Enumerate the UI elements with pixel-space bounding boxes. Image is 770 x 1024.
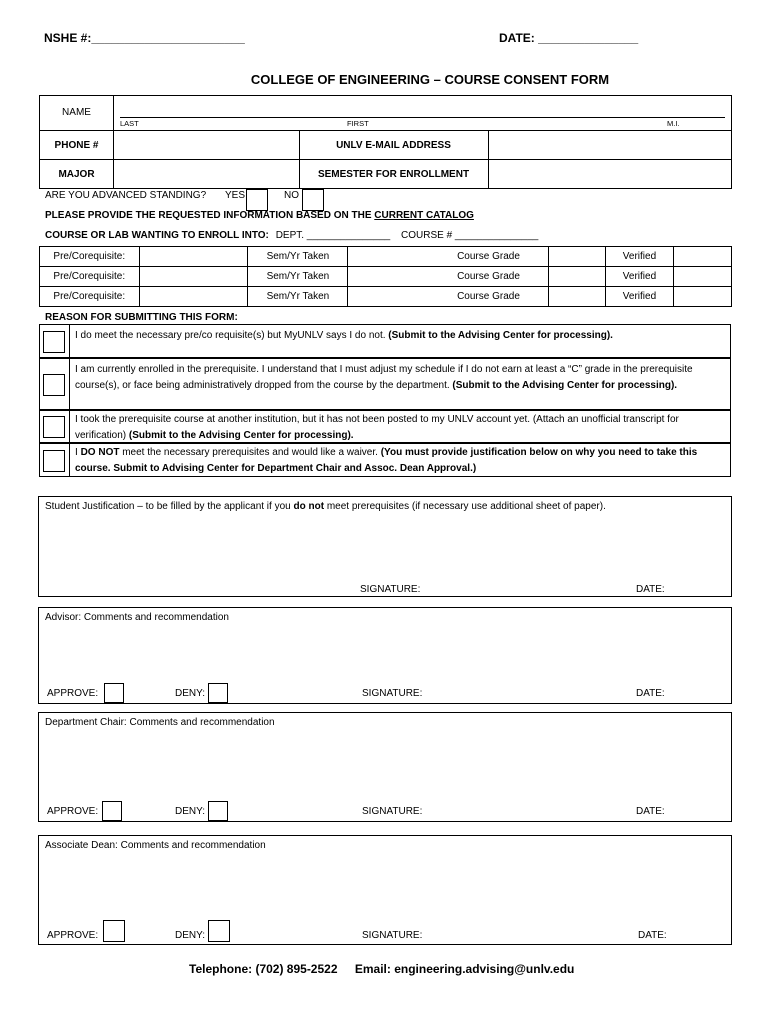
footer-email: Email: engineering.advising@unlv.edu bbox=[354, 962, 575, 976]
yes-checkbox[interactable] bbox=[246, 189, 268, 211]
reason-title: REASON FOR SUBMITTING THIS FORM: bbox=[45, 312, 238, 323]
no-label: NO bbox=[284, 190, 299, 201]
reason-2-checkbox[interactable] bbox=[43, 374, 65, 396]
advisor-date-label: DATE: bbox=[636, 688, 665, 699]
first-label: FIRST bbox=[347, 119, 369, 128]
dean-deny-checkbox[interactable] bbox=[208, 920, 230, 942]
footer bbox=[189, 962, 574, 976]
major-input[interactable] bbox=[114, 160, 299, 189]
email-input[interactable] bbox=[489, 131, 731, 159]
prereq-row bbox=[40, 287, 732, 307]
course-line-label: COURSE OR LAB WANTING TO ENROLL INTO: bbox=[45, 230, 269, 241]
advisor-deny-label: DENY: bbox=[175, 688, 206, 699]
name-input-line[interactable] bbox=[120, 117, 725, 118]
dean-deny-label: DENY: bbox=[175, 930, 206, 941]
verified-input[interactable] bbox=[674, 267, 732, 287]
chair-deny-label: DENY: bbox=[175, 806, 206, 817]
dean-box[interactable] bbox=[38, 835, 732, 945]
sem-yr-label: Sem/Yr Taken bbox=[248, 287, 348, 307]
reason-row-3 bbox=[39, 410, 731, 443]
footer-telephone: Telephone: (702) 895-2522 bbox=[189, 962, 338, 976]
email-label: UNLV E-MAIL ADDRESS bbox=[336, 140, 451, 151]
course-grade-label: Course Grade bbox=[457, 251, 520, 262]
sem-yr-label: Sem/Yr Taken bbox=[248, 267, 348, 287]
chair-deny-checkbox[interactable] bbox=[208, 801, 228, 821]
prereq-input[interactable] bbox=[139, 247, 248, 267]
prereq-label: Pre/Corequisite: bbox=[40, 287, 140, 307]
advisor-heading: Advisor: Comments and recommendation bbox=[45, 612, 229, 623]
phone-input[interactable] bbox=[114, 131, 299, 159]
prereq-input[interactable] bbox=[139, 267, 248, 287]
chair-heading: Department Chair: Comments and recommendation bbox=[45, 717, 275, 728]
sem-yr-input[interactable] bbox=[348, 247, 549, 267]
prereq-row bbox=[40, 267, 732, 287]
verified-label: Verified bbox=[605, 267, 674, 287]
justification-date-label: DATE: bbox=[636, 584, 665, 595]
verified-label: Verified bbox=[605, 287, 674, 307]
major-label: MAJOR bbox=[58, 169, 95, 180]
sem-yr-input[interactable] bbox=[348, 267, 549, 287]
catalog-instruction bbox=[45, 210, 474, 221]
chair-approve-label: APPROVE: bbox=[47, 806, 99, 817]
reason-1-text: I do meet the necessary pre/co requisite(s) but MyUNLV says I do not. (Submit to the Advising Center for processing). bbox=[75, 330, 613, 341]
chair-signature-label: SIGNATURE: bbox=[362, 806, 423, 817]
advisor-approve-checkbox[interactable] bbox=[104, 683, 124, 703]
last-label: LAST bbox=[120, 119, 139, 128]
reason-row-4 bbox=[39, 443, 731, 477]
advisor-signature-label: SIGNATURE: bbox=[362, 688, 423, 699]
course-number-field[interactable]: COURSE # _______________ bbox=[401, 230, 539, 241]
sem-yr-input[interactable] bbox=[348, 287, 549, 307]
sem-yr-label: Sem/Yr Taken bbox=[248, 247, 348, 267]
catalog-instruction-text: PLEASE PROVIDE THE REQUESTED INFORMATION BASED ON THE bbox=[45, 210, 375, 221]
reason-4-checkbox[interactable] bbox=[43, 450, 65, 472]
phone-label: PHONE # bbox=[54, 140, 99, 151]
prereq-label: Pre/Corequisite: bbox=[40, 247, 140, 267]
dean-approve-checkbox[interactable] bbox=[103, 920, 125, 942]
semester-label: SEMESTER FOR ENROLLMENT bbox=[317, 169, 470, 180]
reason-4-text: I DO NOT meet the necessary prerequisites and would like a waiver. (You must provide justification below on why you need to take this course. Submit to Advising Center for Department Chair and Assoc. Dean Approval.) bbox=[75, 447, 698, 474]
semester-input[interactable] bbox=[489, 160, 731, 189]
justification-heading: Student Justification – to be filled by the applicant if you do not meet prerequisites (if necessary use additional sheet of paper). bbox=[45, 501, 606, 512]
reason-1-checkbox[interactable] bbox=[43, 331, 65, 353]
reason-row-2 bbox=[39, 358, 731, 410]
prereq-table bbox=[39, 246, 732, 307]
course-grade-input[interactable] bbox=[549, 247, 605, 267]
reason-2-text: I am currently enrolled in the prerequisite. I understand that I must adjust my schedule if I do not earn at least a “C” grade in the prerequisite course(s), or face being administratively dropped from the course by the department. (Submit to the Advising Center for processing). bbox=[75, 364, 693, 391]
advanced-standing-question: ARE YOU ADVANCED STANDING? bbox=[45, 190, 207, 201]
name-label: NAME bbox=[62, 107, 91, 118]
dean-date-label: DATE: bbox=[638, 930, 667, 941]
nshe-field[interactable]: NSHE #:_______________________ bbox=[44, 31, 245, 45]
dean-approve-label: APPROVE: bbox=[47, 930, 99, 941]
course-grade-input[interactable] bbox=[549, 287, 605, 307]
chair-approve-checkbox[interactable] bbox=[102, 801, 122, 821]
course-grade-label: Course Grade bbox=[457, 271, 520, 282]
dept-field[interactable]: DEPT. _______________ bbox=[275, 230, 391, 241]
verified-input[interactable] bbox=[674, 287, 732, 307]
advisor-box[interactable] bbox=[38, 607, 732, 704]
no-checkbox[interactable] bbox=[302, 189, 324, 211]
justification-signature-label: SIGNATURE: bbox=[360, 584, 421, 595]
dean-signature-label: SIGNATURE: bbox=[362, 930, 423, 941]
prereq-row bbox=[40, 247, 732, 267]
justification-box[interactable] bbox=[38, 496, 732, 597]
course-line bbox=[45, 230, 538, 241]
yes-label: YES bbox=[225, 190, 246, 201]
advisor-deny-checkbox[interactable] bbox=[208, 683, 228, 703]
reason-3-text: I took the prerequisite course at another institution, but it has not been posted to my UNLV account yet. (Attach an unofficial transcript for verification) (Submit to the Advising Center for processing). bbox=[75, 414, 679, 441]
dean-heading: Associate Dean: Comments and recommendation bbox=[45, 840, 266, 851]
verified-input[interactable] bbox=[674, 247, 732, 267]
course-grade-input[interactable] bbox=[549, 267, 605, 287]
course-grade-label: Course Grade bbox=[457, 291, 520, 302]
advisor-approve-label: APPROVE: bbox=[47, 688, 99, 699]
verified-label: Verified bbox=[605, 247, 674, 267]
chair-box[interactable] bbox=[38, 712, 732, 822]
reason-3-checkbox[interactable] bbox=[43, 416, 65, 438]
mi-label: M.I. bbox=[667, 119, 680, 128]
current-catalog-text: CURRENT CATALOG bbox=[374, 210, 474, 221]
page-title: COLLEGE OF ENGINEERING – COURSE CONSENT FORM bbox=[250, 72, 610, 87]
reason-row-1 bbox=[39, 324, 731, 358]
prereq-input[interactable] bbox=[139, 287, 248, 307]
chair-date-label: DATE: bbox=[636, 806, 665, 817]
date-field[interactable]: DATE: _______________ bbox=[499, 31, 639, 45]
student-info-table bbox=[39, 95, 732, 189]
prereq-label: Pre/Corequisite: bbox=[40, 267, 140, 287]
